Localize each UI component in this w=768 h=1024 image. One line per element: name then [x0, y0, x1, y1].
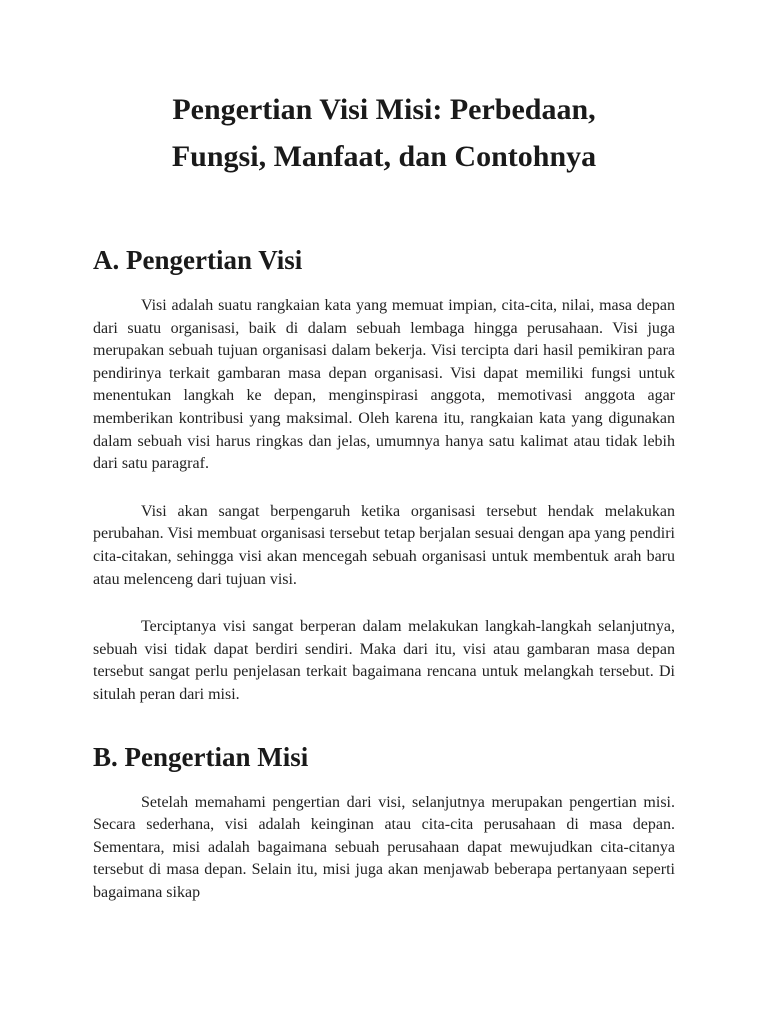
document-title: [93, 86, 675, 180]
section-heading-misi: B. Pengertian Misi: [93, 741, 309, 772]
title-line-2: Fungsi, Manfaat, dan Contohnya: [171, 140, 597, 173]
paragraph-visi-2: Visi akan sangat berpengaruh ketika organisasi tersebut hendak melakukan perubahan. Visi membuat organisasi tersebut tetap berjalan sesuai dengan apa yang pendiri cita-citakan, sehingga visi akan mencegah sebuah organisasi untuk membentuk arah baru atau melenceng dari tujuan visi.: [93, 502, 675, 588]
paragraph-misi-1: Setelah memahami pengertian dari visi, selanjutnya merupakan pengertian misi. Secara sederhana, visi adalah keinginan atau cita-cita perusahaan di masa depan. Sementara, misi adalah bagaimana sebuah perusahaan dapat mewujudkan cita-citanya tersebut di masa depan. Selain itu, misi juga akan menjawab beberapa pertanyaan seperti bagaimana sikap: [93, 793, 675, 901]
title-line-1: Pengertian Visi Misi: Perbedaan,: [172, 93, 596, 126]
paragraph-visi-3: Terciptanya visi sangat berperan dalam melakukan langkah-langkah selanjutnya, sebuah visi tidak dapat berdiri sendiri. Maka dari itu, visi atau gambaran masa depan tersebut sangat perlu penjelasan terkait bagaimana rencana untuk melangkah tersebut. Di situlah peran dari misi.: [93, 618, 675, 703]
paragraph-visi-1: Visi adalah suatu rangkaian kata yang memuat impian, cita-cita, nilai, masa depan dari suatu organisasi, baik di dalam sebuah lembaga hingga perusahaan. Visi juga merupakan sebuah tujuan organisasi dalam bekerja. Visi tercipta dari hasil pemikiran para pendirinya terkait gambaran masa depan organisasi. Visi dapat memiliki fungsi untuk menentukan langkah ke depan, menginspirasi anggota, memotivasi anggota agar memberikan kontribusi yang maksimal. Oleh karena itu, rangkaian kata yang digunakan dalam sebuah visi harus ringkas dan jelas, umumnya hanya satu kalimat atau tidak lebih dari satu paragraf.: [93, 297, 675, 473]
section-heading-visi: A. Pengertian Visi: [93, 245, 303, 275]
